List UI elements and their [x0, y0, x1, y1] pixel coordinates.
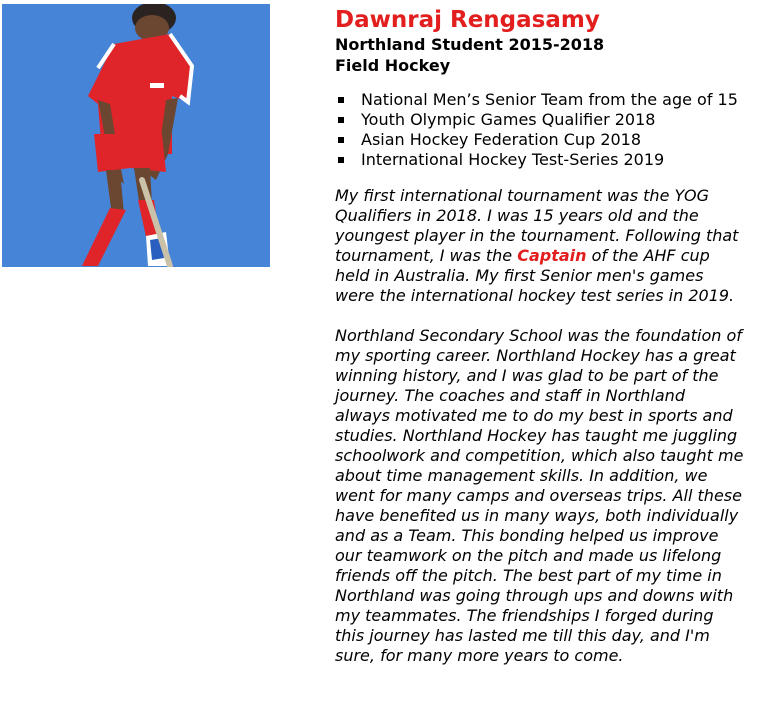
captain-prefix: tournament, I was the: [335, 246, 518, 265]
text-line: winning history, and I was glad to be part of the: [335, 366, 719, 385]
text-line: sure, for many more years to come.: [335, 646, 624, 665]
student-years: Northland Student 2015-2018: [335, 35, 605, 54]
athlete-illustration: [2, 4, 270, 267]
text-line: held in Australia. My first Senior men's games: [335, 266, 704, 285]
sport: Field Hockey: [335, 56, 451, 75]
text-line: Northland Secondary School was the foundation of: [335, 326, 742, 345]
athlete-photo: [2, 4, 270, 267]
achievements-list: [335, 90, 765, 170]
text-line: friends off the pitch. The best part of my time in: [335, 566, 722, 585]
text-line: studies. Northland Hockey has taught me juggling: [335, 426, 738, 445]
profile-content: [335, 6, 765, 666]
captain-highlight: Captain: [517, 246, 587, 265]
text-line: youngest player in the tournament. Following that: [335, 226, 739, 245]
achievement-item: International Hockey Test-Series 2019: [335, 150, 765, 170]
captain-suffix: of the AHF cup: [586, 246, 710, 265]
athlete-name: Dawnraj Rengasamy: [335, 7, 600, 33]
text-line: my teammates. The friendships I forged during: [335, 606, 714, 625]
text-line: [335, 246, 765, 266]
text-line: have benefited us in many ways, both individually: [335, 506, 739, 525]
text-line: Qualifiers in 2018. I was 15 years old and the: [335, 206, 699, 225]
text-line: Northland was going through ups and downs with: [335, 586, 734, 605]
achievement-item: Youth Olympic Games Qualifier 2018: [335, 110, 765, 130]
text-line: my sporting career. Northland Hockey has a great: [335, 346, 736, 365]
text-line: were the international hockey test series in 2019.: [335, 286, 735, 305]
achievement-item: Asian Hockey Federation Cup 2018: [335, 130, 765, 150]
text-line: went for many camps and overseas trips. All these: [335, 486, 742, 505]
text-line: our teamwork on the pitch and made us lifelong: [335, 546, 722, 565]
story-paragraph-2: [335, 326, 765, 666]
text-line: about time management skills. In addition, we: [335, 466, 708, 485]
text-line: and as a Team. This bonding helped us improve: [335, 526, 719, 545]
achievement-item: National Men’s Senior Team from the age of 15: [335, 90, 765, 110]
text-line: My first international tournament was the YOG: [335, 186, 709, 205]
text-line: this journey has lasted me till this day, and I'm: [335, 626, 710, 645]
text-line: schoolwork and competition, which also taught me: [335, 446, 744, 465]
text-line: journey. The coaches and staff in Northland: [335, 386, 685, 405]
text-line: always motivated me to do my best in sports and: [335, 406, 733, 425]
story-paragraph-1: [335, 186, 765, 306]
